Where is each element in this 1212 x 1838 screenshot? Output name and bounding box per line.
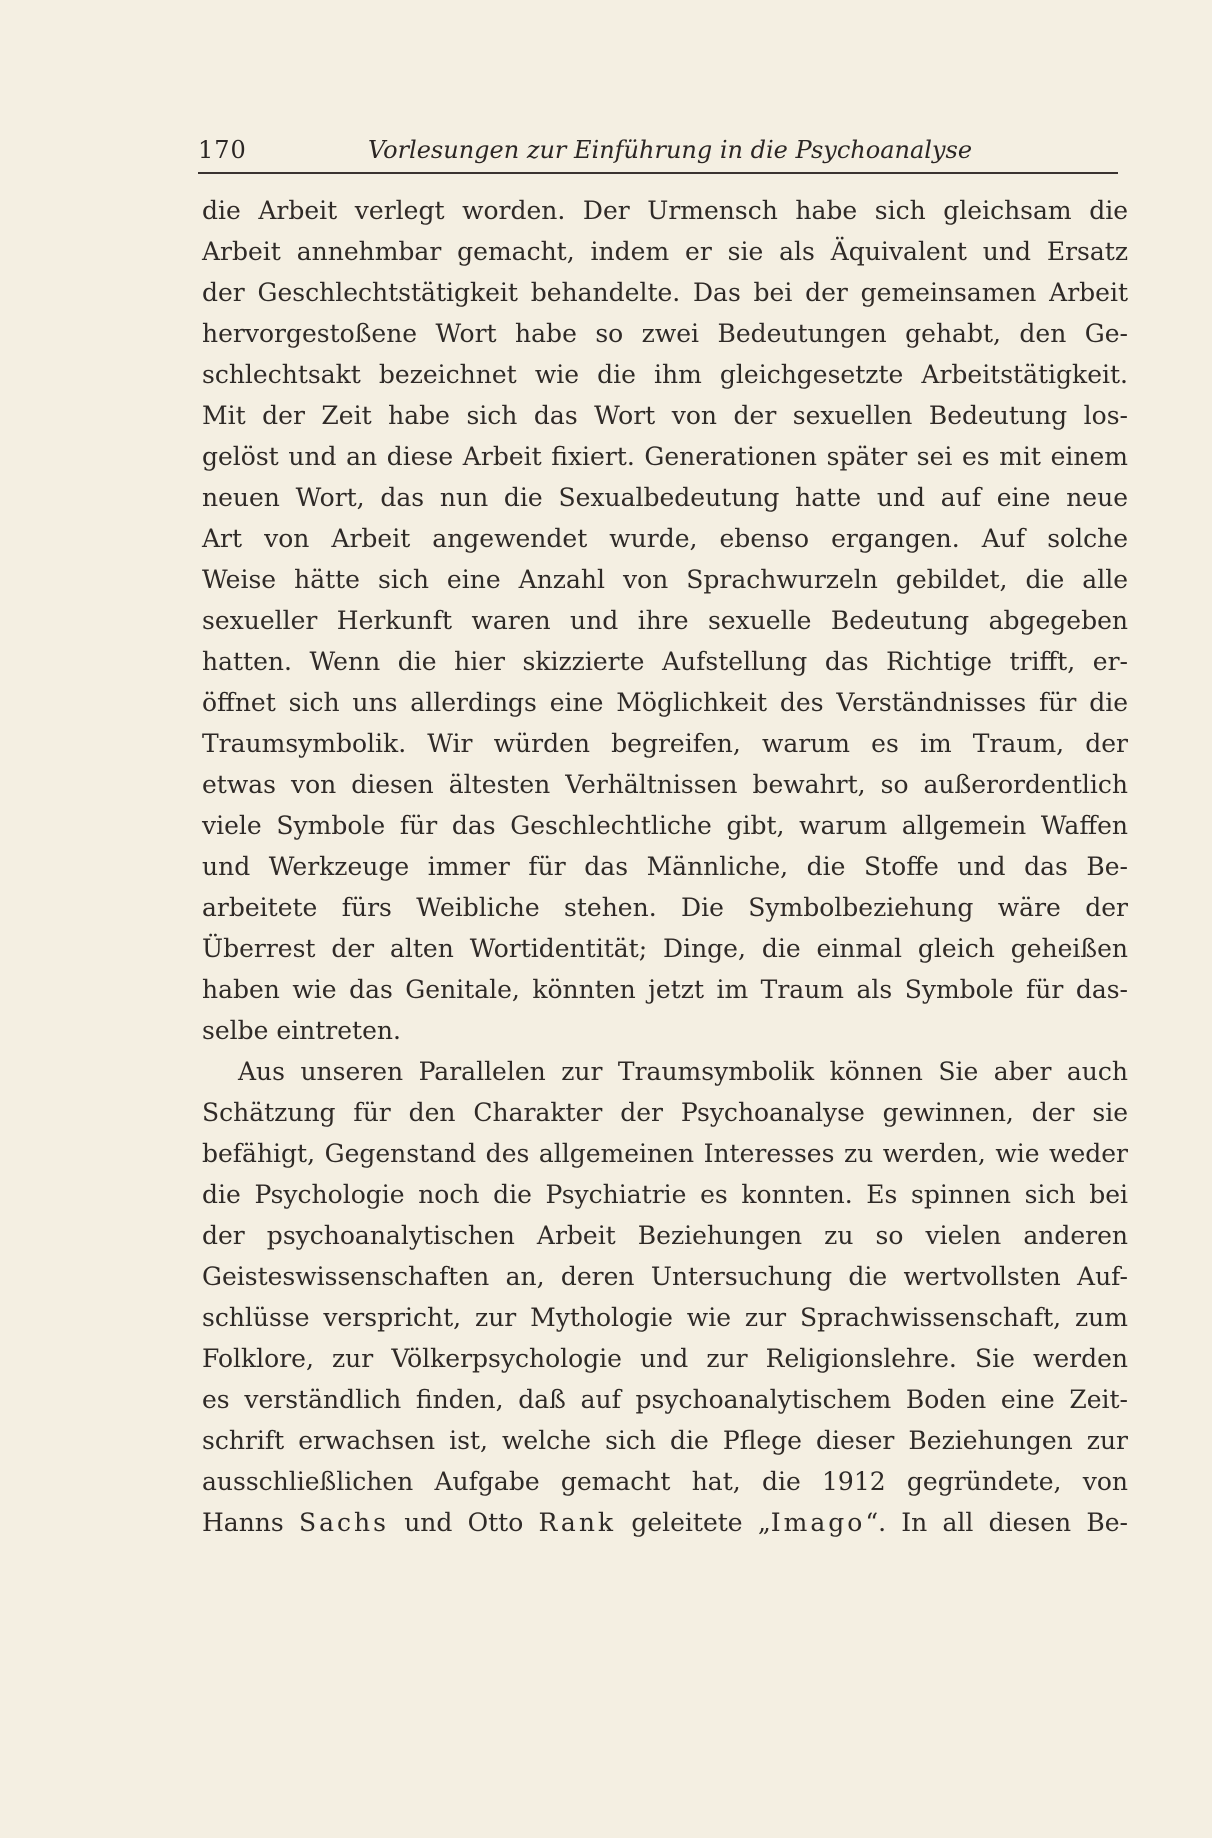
text-line: arbeitete fürs Weibliche stehen. Die Symbolbeziehung wäre der: [202, 893, 1128, 922]
author-name-sachs: Sachs: [298, 1508, 389, 1537]
text-line: neuen Wort, das nun die Sexualbedeutung hatte und auf eine neue: [202, 483, 1128, 512]
text-fragment: Hanns: [202, 1508, 299, 1537]
text-line: etwas von diesen ältesten Verhältnissen bewahrt, so außerordentlich: [202, 770, 1128, 799]
text-line: Arbeit annehmbar gemacht, indem er sie als Äquivalent und Ersatz: [202, 237, 1128, 266]
text-line: hatten. Wenn die hier skizzierte Aufstellung das Richtige trifft, er-: [202, 647, 1128, 676]
text-line: die Arbeit verlegt worden. Der Urmensch habe sich gleichsam die: [202, 196, 1128, 225]
text-line: öffnet sich uns allerdings eine Möglichkeit des Verständnisses für die: [202, 688, 1128, 717]
text-line: es verständlich finden, daß auf psychoanalytischem Boden eine Zeit-: [202, 1385, 1128, 1414]
text-line: Weise hätte sich eine Anzahl von Sprachwurzeln gebildet, die alle: [202, 565, 1128, 594]
journal-title: Imago: [770, 1508, 866, 1537]
text-line: hervorgestoßene Wort habe so zwei Bedeutungen gehabt, den Ge-: [202, 319, 1128, 348]
text-line: gelöst und an diese Arbeit fixiert. Generationen später sei es mit einem: [202, 442, 1128, 471]
text-line: ausschließlichen Aufgabe gemacht hat, die 1912 gegründete, von: [202, 1467, 1128, 1496]
text-fragment: und Otto: [388, 1508, 539, 1537]
text-line: selbe eintreten.: [202, 1016, 401, 1045]
text-line: Geisteswissenschaften an, deren Untersuchung die wertvollsten Auf-: [202, 1262, 1128, 1291]
text-line: befähigt, Gegenstand des allgemeinen Interesses zu werden, wie weder: [202, 1139, 1128, 1168]
text-line: Schätzung für den Charakter der Psychoanalyse gewinnen, der sie: [202, 1098, 1128, 1127]
page-header: [198, 132, 1118, 174]
running-title: Vorlesungen zur Einführung in die Psychoanalyse: [368, 136, 973, 164]
text-line: haben wie das Genitale, könnten jetzt im Traum als Symbole für das-: [202, 975, 1128, 1004]
text-line: schlechtsakt bezeichnet wie die ihm gleichgesetzte Arbeitstätigkeit.: [202, 360, 1128, 389]
text-line: der psychoanalytischen Arbeit Beziehungen zu so vielen anderen: [202, 1221, 1128, 1250]
paragraph-1: [202, 190, 1128, 1051]
text-line: schlüsse verspricht, zur Mythologie wie zur Sprachwissenschaft, zum: [202, 1303, 1128, 1332]
text-line: der Geschlechtstätigkeit behandelte. Das bei der gemeinsamen Arbeit: [202, 278, 1128, 307]
text-line: die Psychologie noch die Psychiatrie es konnten. Es spinnen sich bei: [202, 1180, 1128, 1209]
text-line: sexueller Herkunft waren und ihre sexuelle Bedeutung abgegeben: [202, 606, 1128, 635]
text-line: Traumsymbolik. Wir würden begreifen, warum es im Traum, der: [202, 729, 1128, 758]
text-line: Überrest der alten Wortidentität; Dinge, die einmal gleich geheißen: [202, 934, 1128, 963]
text-line: Art von Arbeit angewendet wurde, ebenso ergangen. Auf solche: [202, 524, 1128, 553]
text-fragment: geleitete „: [616, 1508, 771, 1537]
text-fragment: “. In all diesen Be-: [865, 1508, 1129, 1537]
text-line: und Werkzeuge immer für das Männliche, die Stoffe und das Be-: [202, 852, 1128, 881]
page-number: 170: [198, 136, 247, 164]
text-line: viele Symbole für das Geschlechtliche gibt, warum allgemein Waffen: [202, 811, 1128, 840]
text-line: Mit der Zeit habe sich das Wort von der sexuellen Bedeutung los-: [202, 401, 1128, 430]
text-line: Aus unseren Parallelen zur Traumsymbolik können Sie aber auch: [238, 1057, 1128, 1086]
text-line: Folklore, zur Völkerpsychologie und zur Religionslehre. Sie werden: [202, 1344, 1128, 1373]
paragraph-2: [202, 1051, 1128, 1543]
body-text: [202, 190, 1128, 1543]
text-line-final: [202, 1502, 1128, 1543]
text-line: schrift erwachsen ist, welche sich die Pflege dieser Beziehungen zur: [202, 1426, 1128, 1455]
author-name-rank: Rank: [538, 1508, 617, 1537]
